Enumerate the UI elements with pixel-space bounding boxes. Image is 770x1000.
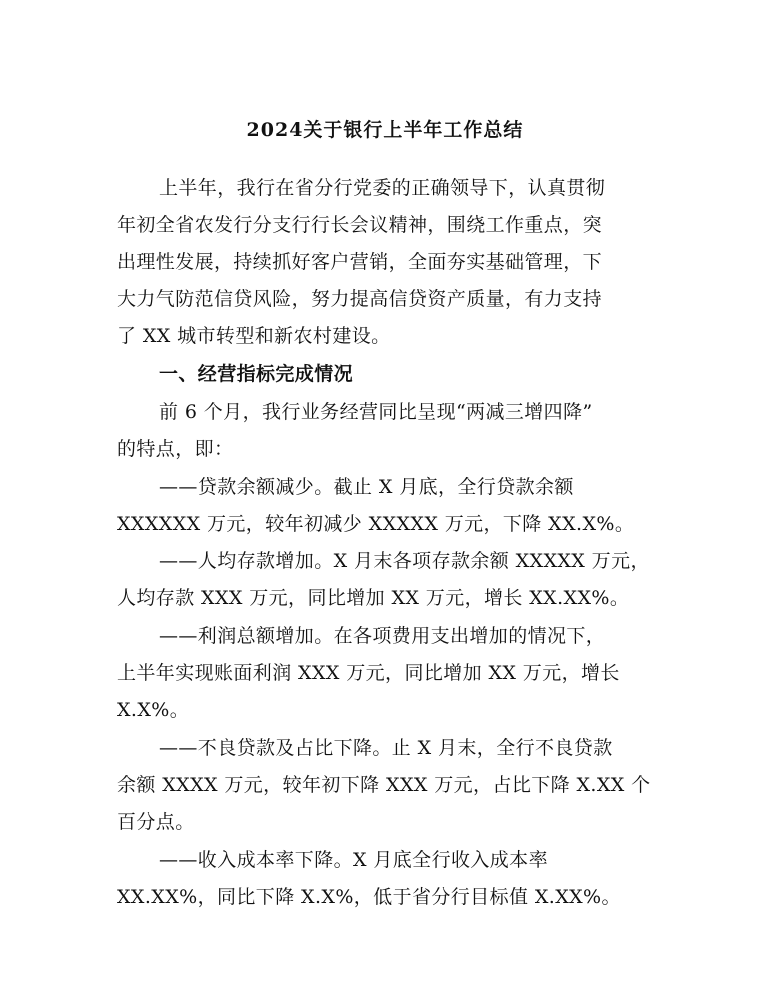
paragraph-line: 前 6 个月，我行业务经营同比呈现“两减三增四降”	[159, 401, 593, 423]
section-heading: 一、经营指标完成情况	[159, 363, 354, 385]
paragraph-line: 出理性发展，持续抓好客户营销，全面夯实基础管理，下	[117, 251, 603, 273]
list-item-line: 上半年实现账面利润 XXX 万元，同比增加 XX 万元，增长	[117, 662, 620, 684]
paragraph-line: 上半年，我行在省分行党委的正确领导下，认真贯彻	[159, 177, 606, 199]
paragraph-line: 的特点，即：	[117, 438, 234, 460]
paragraph-line: 年初全省农发行分支行行长会议精神，围绕工作重点，突	[117, 214, 603, 236]
list-item-line: ——贷款余额减少。截止 X 月底，全行贷款余额	[159, 476, 574, 498]
list-item-line: ——利润总额增加。在各项费用支出增加的情况下，	[159, 625, 606, 647]
list-item-line: ——收入成本率下降。X 月底全行收入成本率	[159, 849, 548, 871]
list-item-line: ——人均存款增加。X 月末各项存款余额 XXXXX 万元，	[159, 550, 650, 572]
list-item-line: 人均存款 XXX 万元，同比增加 XX 万元，增长 XX.XX%。	[117, 587, 630, 609]
list-item-line: XXXXXX 万元，较年初减少 XXXXX 万元，下降 XX.X%。	[117, 513, 635, 535]
list-item-line: 百分点。	[117, 811, 195, 833]
paragraph-line: 大力气防范信贷风险，努力提高信贷资产质量，有力支持	[117, 288, 603, 310]
list-item-line: 余额 XXXX 万元，较年初下降 XXX 万元，占比下降 X.XX 个	[117, 774, 651, 796]
paragraph-line: 了 XX 城市转型和新农村建设。	[117, 325, 391, 347]
document-title: 2024关于银行上半年工作总结	[246, 119, 524, 141]
list-item-line: XX.XX%，同比下降 X.X%，低于省分行目标值 X.XX%。	[117, 886, 621, 908]
list-item-line: X.X%。	[117, 699, 190, 721]
list-item-line: ——不良贷款及占比下降。止 X 月末，全行不良贷款	[159, 737, 613, 759]
